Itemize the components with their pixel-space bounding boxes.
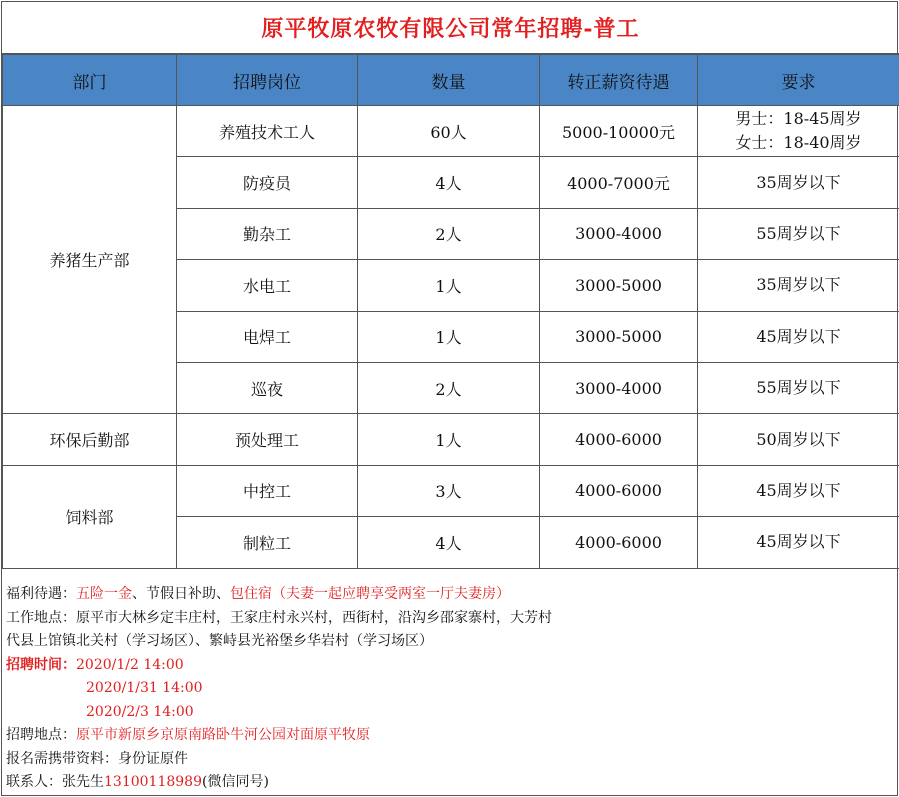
position-cell: 养殖技术工人 (177, 106, 358, 157)
time-line (6, 654, 899, 678)
requirement-cell: 35周岁以下 (698, 260, 899, 311)
position-cell: 防疫员 (177, 157, 358, 208)
position-cell: 中控工 (177, 465, 358, 516)
position-cell: 勤杂工 (177, 208, 358, 259)
welfare-housing: 包住宿（夫妻一起应聘享受两室一厅夫妻房） (230, 586, 510, 602)
job-table (2, 54, 899, 569)
location-label: 工作地点： (6, 609, 76, 626)
recruitment-sheet (1, 1, 898, 796)
table-row (3, 414, 899, 465)
contact-label: 联系人：张先生 (6, 774, 104, 790)
position-cell: 预处理工 (177, 414, 358, 465)
place-text: 原平市新原乡京原南路卧牛河公园对面原平牧原 (76, 727, 370, 743)
count-cell: 1人 (358, 414, 540, 465)
table-row (3, 106, 899, 157)
requirement-cell: 45周岁以下 (698, 465, 899, 516)
salary-cell: 3000-5000 (540, 260, 698, 311)
table-row (3, 465, 899, 516)
count-cell: 2人 (358, 208, 540, 259)
place-label: 招聘地点： (6, 727, 76, 743)
position-cell: 制粒工 (177, 517, 358, 568)
salary-cell: 3000-5000 (540, 311, 698, 362)
place-line (6, 724, 899, 748)
dept-feed: 饲料部 (3, 465, 177, 568)
welfare-label: 福利待遇： (6, 586, 76, 602)
welfare-line (6, 583, 899, 607)
welfare-insurance: 五险一金 (76, 586, 132, 602)
time-2: 2020/1/31 14:00 (86, 680, 203, 696)
header-count: 数量 (358, 55, 540, 106)
time-3: 2020/2/3 14:00 (86, 703, 194, 720)
position-cell: 电焊工 (177, 311, 358, 362)
count-cell: 1人 (358, 260, 540, 311)
contact-phone: 13100118989 (104, 774, 202, 790)
salary-cell: 4000-6000 (540, 517, 698, 568)
contact-note: (微信同号) (201, 774, 269, 790)
header-requirement: 要求 (698, 55, 899, 106)
header-department: 部门 (3, 55, 177, 106)
page-title: 原平牧原农牧有限公司常年招聘-普工 (2, 2, 899, 54)
position-cell: 巡夜 (177, 362, 358, 413)
count-cell: 1人 (358, 311, 540, 362)
salary-cell: 4000-6000 (540, 465, 698, 516)
salary-cell: 3000-4000 (540, 208, 698, 259)
welfare-holiday: 、节假日补助、 (132, 586, 230, 602)
table-header-row (3, 55, 899, 106)
dept-pig-production: 养猪生产部 (3, 106, 177, 414)
location-text: 原平市大林乡定丰庄村，王家庄村永兴村，西街村，沿沟乡邵家寨村，大芳村 (76, 609, 552, 626)
dept-env-logistics: 环保后勤部 (3, 414, 177, 465)
count-cell: 60人 (358, 106, 540, 157)
contact-line (6, 771, 899, 795)
salary-cell: 4000-7000元 (540, 157, 698, 208)
time-1: 2020/1/2 14:00 (76, 656, 184, 673)
notes-section (2, 568, 899, 797)
count-cell: 4人 (358, 157, 540, 208)
position-cell: 水电工 (177, 260, 358, 311)
count-cell: 3人 (358, 465, 540, 516)
count-cell: 4人 (358, 517, 540, 568)
time-label: 招聘时间： (6, 656, 76, 673)
requirement-cell (698, 106, 899, 157)
requirement-male: 男士：18-45周岁 (735, 109, 862, 129)
salary-cell: 3000-4000 (540, 362, 698, 413)
count-cell: 2人 (358, 362, 540, 413)
location-line (6, 607, 899, 631)
salary-cell: 5000-10000元 (540, 106, 698, 157)
header-position: 招聘岗位 (177, 55, 358, 106)
requirement-cell: 45周岁以下 (698, 311, 899, 362)
header-salary: 转正薪资待遇 (540, 55, 698, 106)
requirement-cell: 55周岁以下 (698, 362, 899, 413)
requirement-cell: 55周岁以下 (698, 208, 899, 259)
requirement-cell: 45周岁以下 (698, 517, 899, 568)
requirement-female: 女士：18-40周岁 (735, 133, 862, 153)
location-line-2: 代县上馆镇北关村（学习场区）、繁峙县光裕堡乡华岩村（学习场区） (6, 633, 433, 649)
salary-cell: 4000-6000 (540, 414, 698, 465)
requirement-cell: 35周岁以下 (698, 157, 899, 208)
requirement-cell: 50周岁以下 (698, 414, 899, 465)
docs-line: 报名需携带资料：身份证原件 (6, 750, 188, 767)
